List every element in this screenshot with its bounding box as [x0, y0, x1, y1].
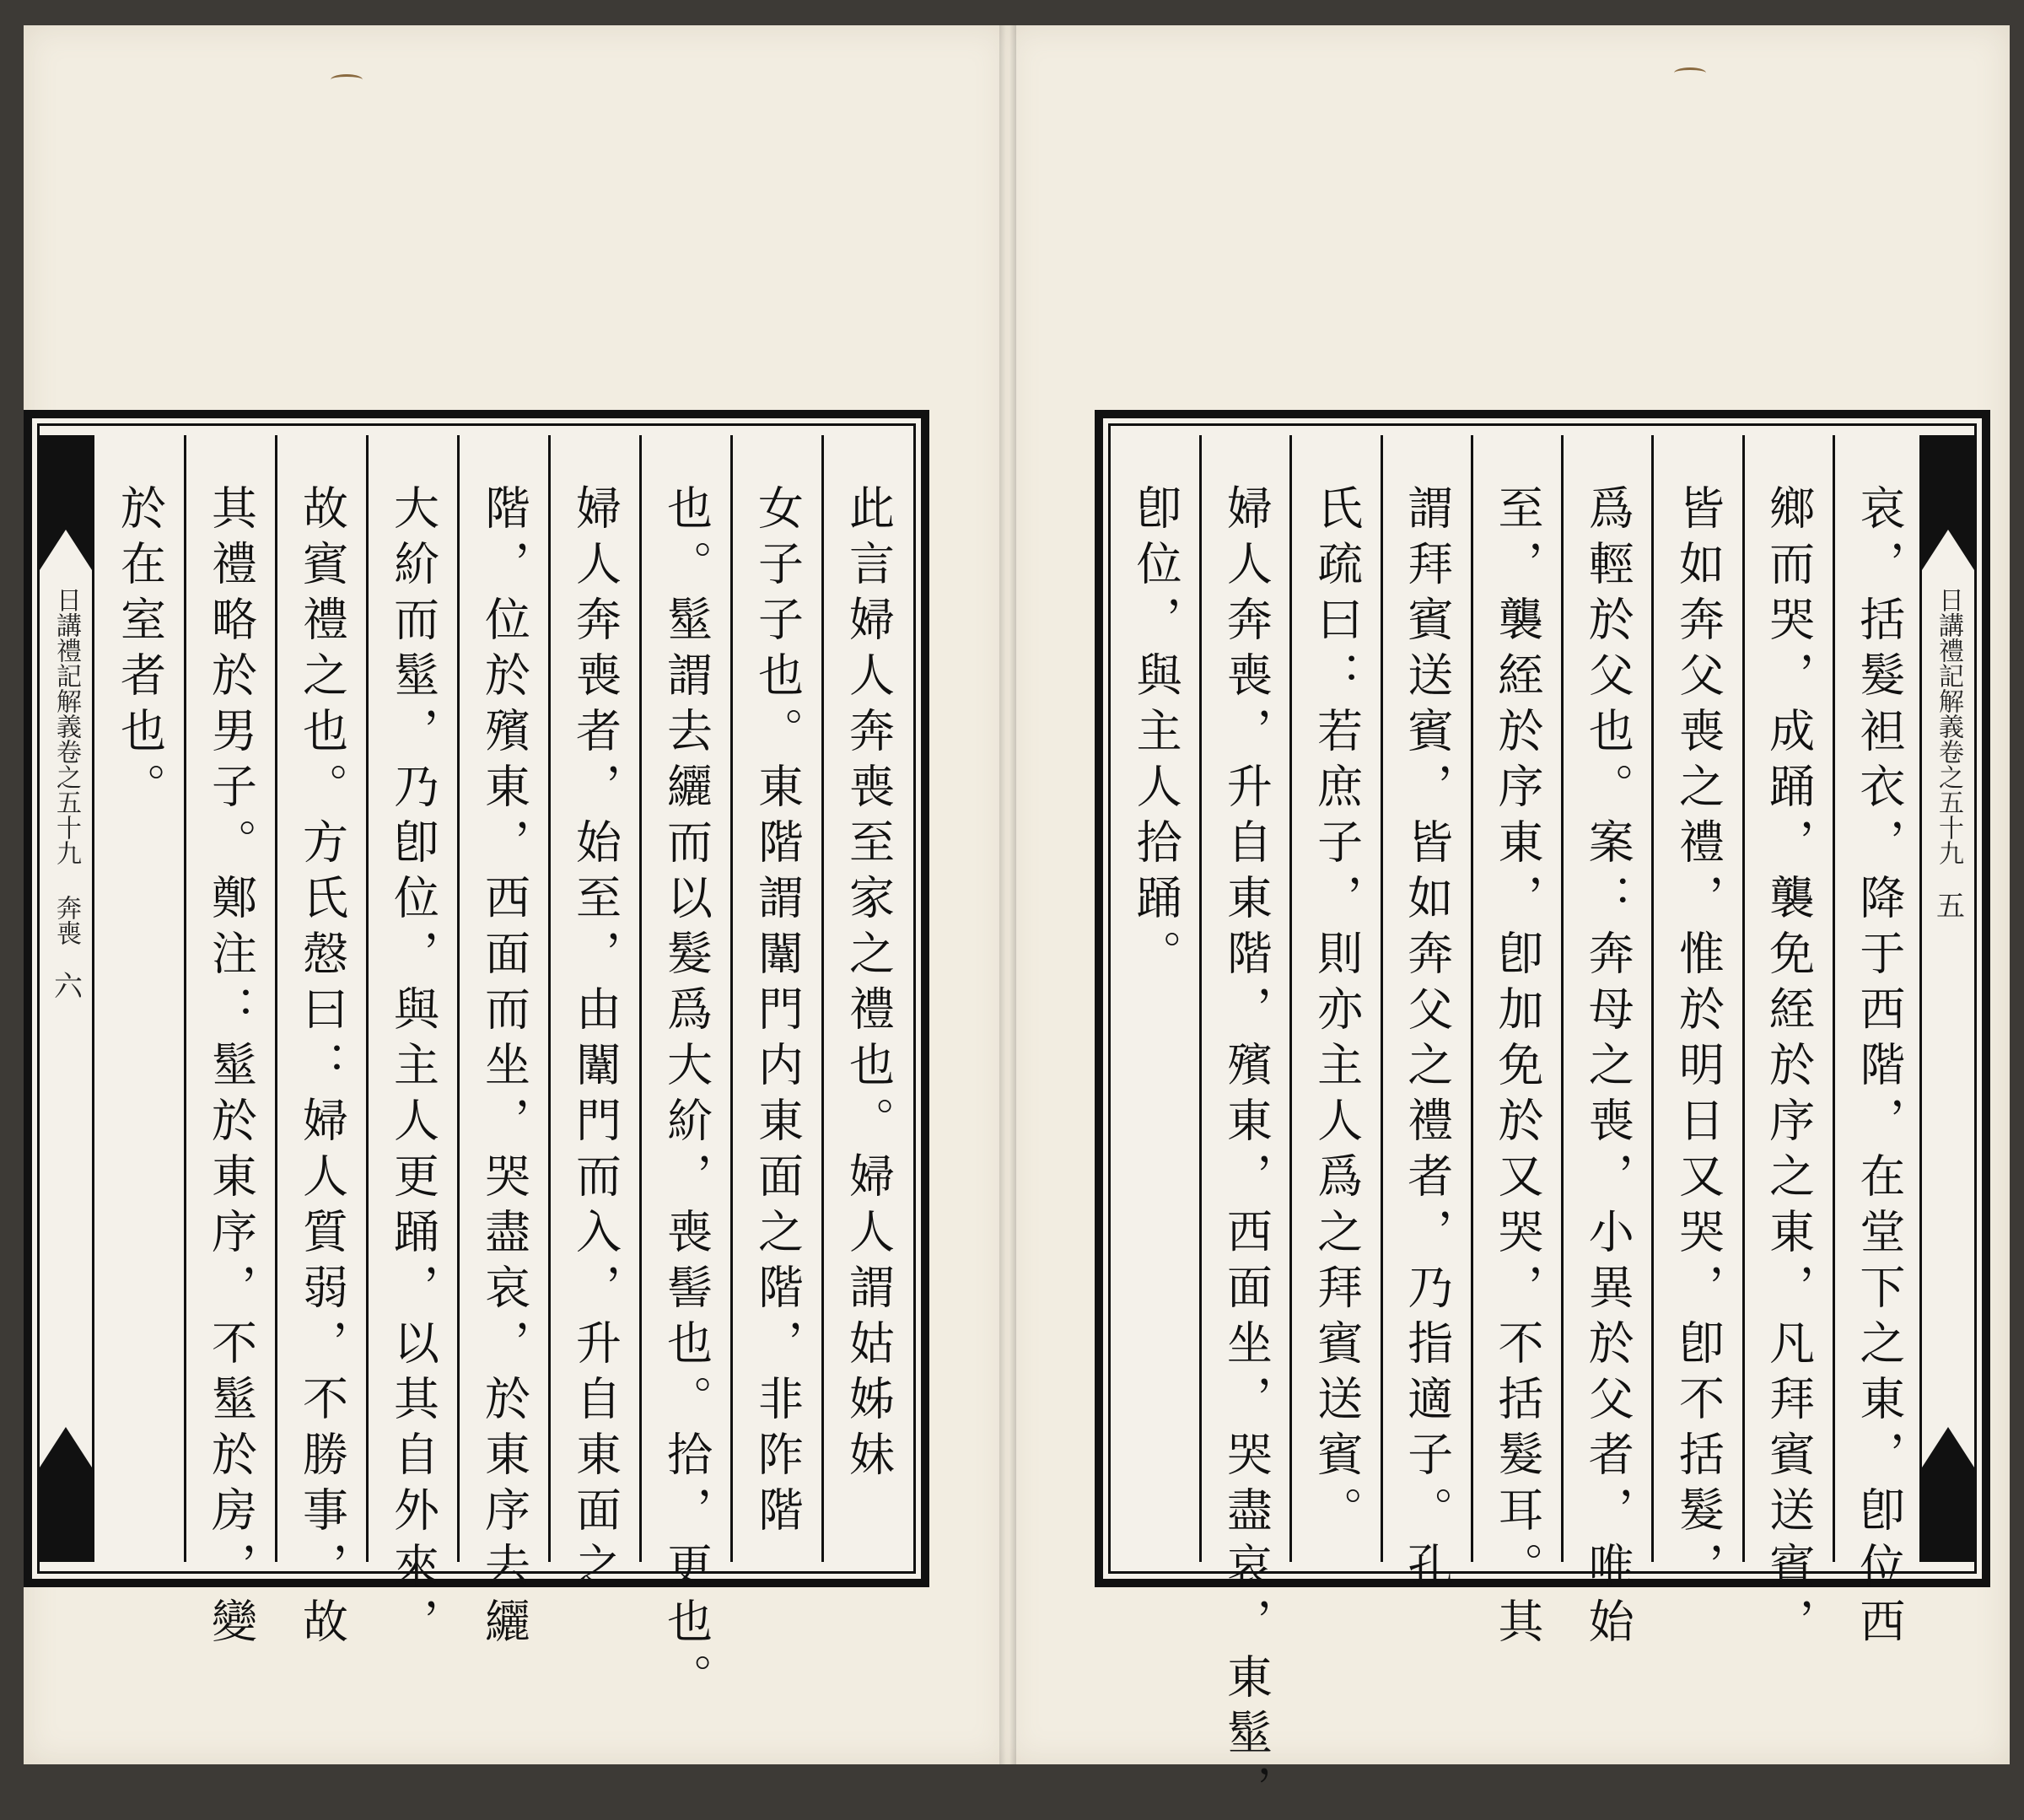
column-text: 其禮略於男子。鄭注：髽於東序，不髽於房，變 [204, 484, 258, 1653]
text-column [95, 435, 184, 1562]
column-text: 於在室者也。 [113, 484, 167, 818]
right-center-strip [1919, 435, 1977, 1562]
text-column [1651, 435, 1741, 1597]
column-text: 至，襲絰於序東，卽加免於又哭，不括髮耳。其 [1491, 484, 1545, 1653]
fish-tail-bottom [40, 1427, 92, 1562]
column-text: 哀，括髮袒衣，降于西階，在堂下之東，卽位西 [1852, 484, 1906, 1653]
text-column [1471, 435, 1561, 1653]
text-column [1112, 435, 1199, 1562]
left-center-strip [37, 435, 94, 1562]
text-column [1381, 435, 1471, 1597]
column-text: 故賓禮之也。方氏慤曰：婦人質弱，不勝事，故 [295, 484, 349, 1653]
column-text: 氏疏曰：若庶子，則亦主人爲之拜賓送賓。 [1310, 484, 1364, 1542]
left-folio: 六 [48, 971, 83, 999]
text-column [275, 435, 366, 1653]
right-folio: 五 [1930, 891, 1965, 919]
column-text: 階，位於殯東，西面而坐，哭盡哀，於東序去纚 [477, 484, 531, 1653]
fish-tail-bottom [1922, 1427, 1974, 1562]
column-text: 婦人奔喪者，始至，由闈門而入，升自東面之 [568, 484, 622, 1597]
text-column [1833, 435, 1923, 1653]
left-margin-title: 日講禮記解義卷之五十九 奔喪 [51, 587, 81, 945]
text-column [1199, 435, 1289, 1820]
column-text: 女子子也。東階謂闈門内東面之階，非阼階 [751, 484, 805, 1542]
text-column [1289, 435, 1380, 1562]
left-text-block [24, 410, 929, 1709]
right-margin-title: 日講禮記解義卷之五十九 [1934, 587, 1963, 865]
thread-mark [331, 74, 363, 85]
column-text: 大紒而髽，乃卽位，與主人更踊，以其自外來， [386, 484, 440, 1653]
text-column [639, 435, 730, 1709]
column-text: 皆如奔父喪之禮，惟於明日又哭，卽不括髮， [1671, 484, 1725, 1597]
column-text: 婦人奔喪，升自東階，殯東，西面坐，哭盡哀，東髽， [1219, 484, 1273, 1820]
book-gutter [999, 25, 1016, 1764]
text-column [457, 435, 548, 1653]
text-column [1742, 435, 1833, 1653]
column-text: 鄉而哭，成踊，襲免絰於序之東，凡拜賓送賓， [1762, 484, 1816, 1653]
column-text: 卽位，與主人拾踊。 [1129, 484, 1183, 985]
right-columns [1112, 435, 1923, 1820]
text-column [730, 435, 821, 1562]
text-column [184, 435, 275, 1653]
text-column [548, 435, 639, 1597]
column-text: 也。髽謂去纚而以髮爲大紒，喪髻也。拾，更也。 [659, 484, 713, 1709]
text-column [821, 435, 912, 1562]
left-columns [95, 435, 912, 1709]
column-text: 爲輕於父也。案：奔母之喪，小異於父者，唯始 [1581, 484, 1635, 1653]
fish-tail-top [40, 435, 92, 570]
text-column [1561, 435, 1651, 1653]
column-text: 謂拜賓送賓，皆如奔父之禮者，乃指適子。孔 [1400, 484, 1454, 1597]
fish-tail-top [1922, 435, 1974, 570]
thread-mark [1674, 67, 1706, 78]
column-text: 此言婦人奔喪至家之禮也。婦人謂姑姊妹 [842, 484, 896, 1486]
right-text-block [1095, 410, 1990, 1820]
text-column [366, 435, 457, 1653]
